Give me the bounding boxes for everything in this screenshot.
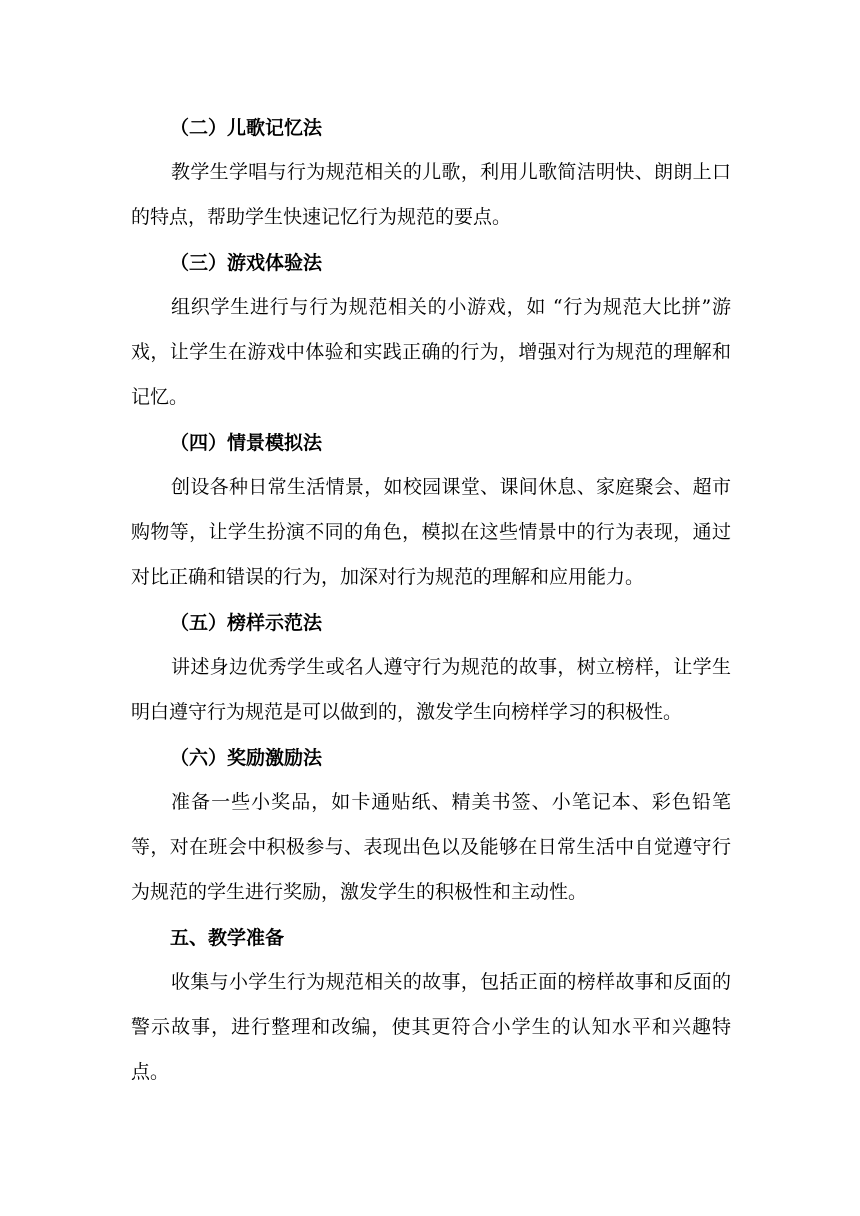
paragraph-scenario-simulation: 创设各种日常生活情景，如校园课堂、课间休息、家庭聚会、超市购物等，让学生扮演不同的角色，模拟在这些情景中的行为表现，通过对比正确和错误的行为，加深对行为规范的理解和应用能力。 xyxy=(131,476,731,588)
section-heading-children-song: （二）儿歌记忆法 xyxy=(170,117,323,139)
section-heading-role-model: （五）榜样示范法 xyxy=(170,612,323,634)
paragraph-game-experience: 组织学生进行与行为规范相关的小游戏，如 “行为规范大比拼”游戏，让学生在游戏中体验和实践正确的行为，增强对行为规范的理解和记忆。 xyxy=(131,296,731,408)
section-heading-game-experience: （三）游戏体验法 xyxy=(170,252,323,274)
paragraph-reward-incentive: 准备一些小奖品，如卡通贴纸、精美书签、小笔记本、彩色铅笔等，对在班会中积极参与、表现出色以及能够在日常生活中自觉遵守行为规范的学生进行奖励，激发学生的积极性和主动性。 xyxy=(131,791,731,903)
paragraph-role-model: 讲述身边优秀学生或名人遵守行为规范的故事，树立榜样，让学生明白遵守行为规范是可以做到的，激发学生向榜样学习的积极性。 xyxy=(131,656,731,723)
section-heading-teaching-preparation: 五、教学准备 xyxy=(170,927,285,949)
section-heading-reward-incentive: （六）奖励激励法 xyxy=(170,747,323,769)
section-heading-scenario-simulation: （四）情景模拟法 xyxy=(170,432,323,454)
paragraph-children-song: 教学生学唱与行为规范相关的儿歌，利用儿歌简洁明快、朗朗上口的特点，帮助学生快速记忆行为规范的要点。 xyxy=(131,161,731,228)
paragraph-teaching-preparation: 收集与小学生行为规范相关的故事，包括正面的榜样故事和反面的警示故事，进行整理和改编，使其更符合小学生的认知水平和兴趣特点。 xyxy=(131,971,731,1083)
